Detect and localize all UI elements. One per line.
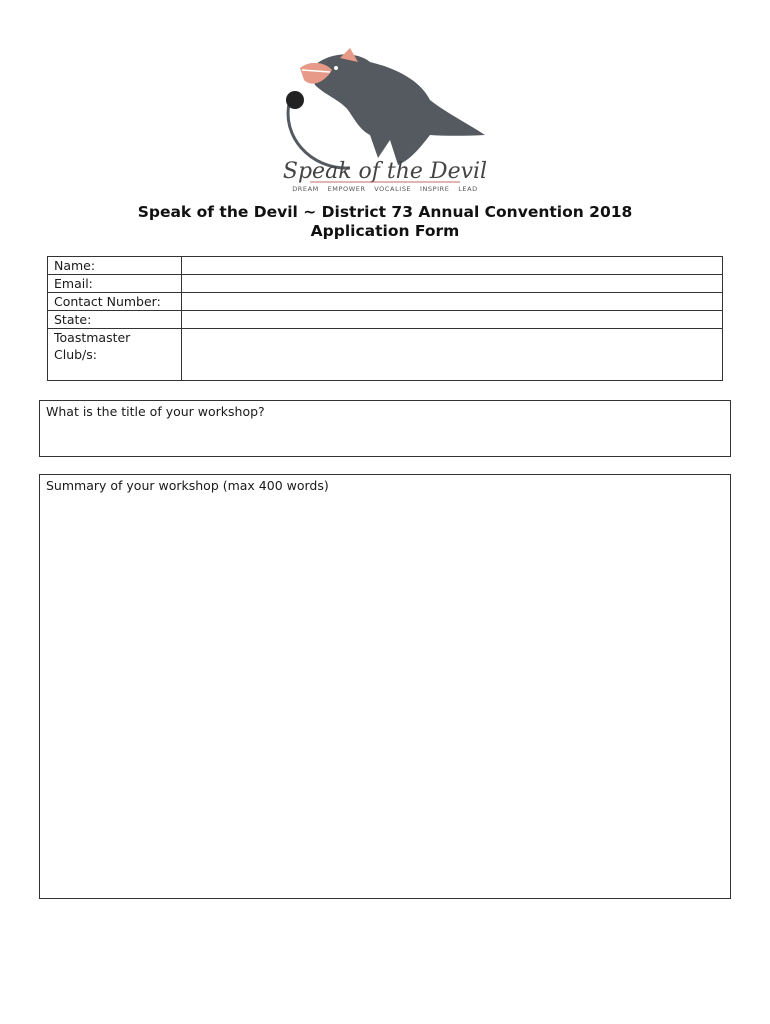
logo-tagline: [270, 185, 500, 193]
club-label-line1: Toastmaster: [54, 330, 131, 345]
name-row: [48, 257, 723, 275]
tagline-word: DREAM: [292, 185, 319, 193]
tagline-word: INSPIRE: [419, 185, 450, 193]
tagline-word: VOCALISE: [374, 185, 412, 193]
contact-number-row: [48, 293, 723, 311]
state-row: [48, 311, 723, 329]
form-subtitle: Application Form: [310, 222, 460, 240]
state-field[interactable]: [182, 311, 723, 329]
convention-logo: [270, 40, 500, 200]
state-label: State:: [48, 311, 182, 329]
name-label: Name:: [48, 257, 182, 275]
email-label: Email:: [48, 275, 182, 293]
tagline-word: LEAD: [458, 185, 478, 193]
name-field[interactable]: [182, 257, 723, 275]
workshop-summary-box[interactable]: [39, 474, 731, 899]
email-field[interactable]: [182, 275, 723, 293]
email-row: [48, 275, 723, 293]
logo-script-text: Speak of the Devil: [282, 159, 488, 184]
logo-dot: [286, 91, 304, 109]
applicant-details-table: [47, 256, 723, 381]
toastmaster-club-field[interactable]: [182, 329, 723, 381]
workshop-title-box[interactable]: [39, 400, 731, 457]
tagline-word: EMPOWER: [327, 185, 366, 193]
form-title: Speak of the Devil ~ District 73 Annual Convention 2018: [137, 203, 633, 221]
club-label-line2: Club/s:: [54, 347, 97, 362]
contact-number-field[interactable]: [182, 293, 723, 311]
workshop-summary-prompt: Summary of your workshop (max 400 words): [46, 478, 329, 493]
workshop-title-prompt: What is the title of your workshop?: [46, 404, 265, 419]
contact-number-label: Contact Number:: [48, 293, 182, 311]
toastmaster-club-label: [48, 329, 182, 381]
toastmaster-club-row: [48, 329, 723, 381]
tasmanian-devil-logo: [270, 40, 500, 200]
